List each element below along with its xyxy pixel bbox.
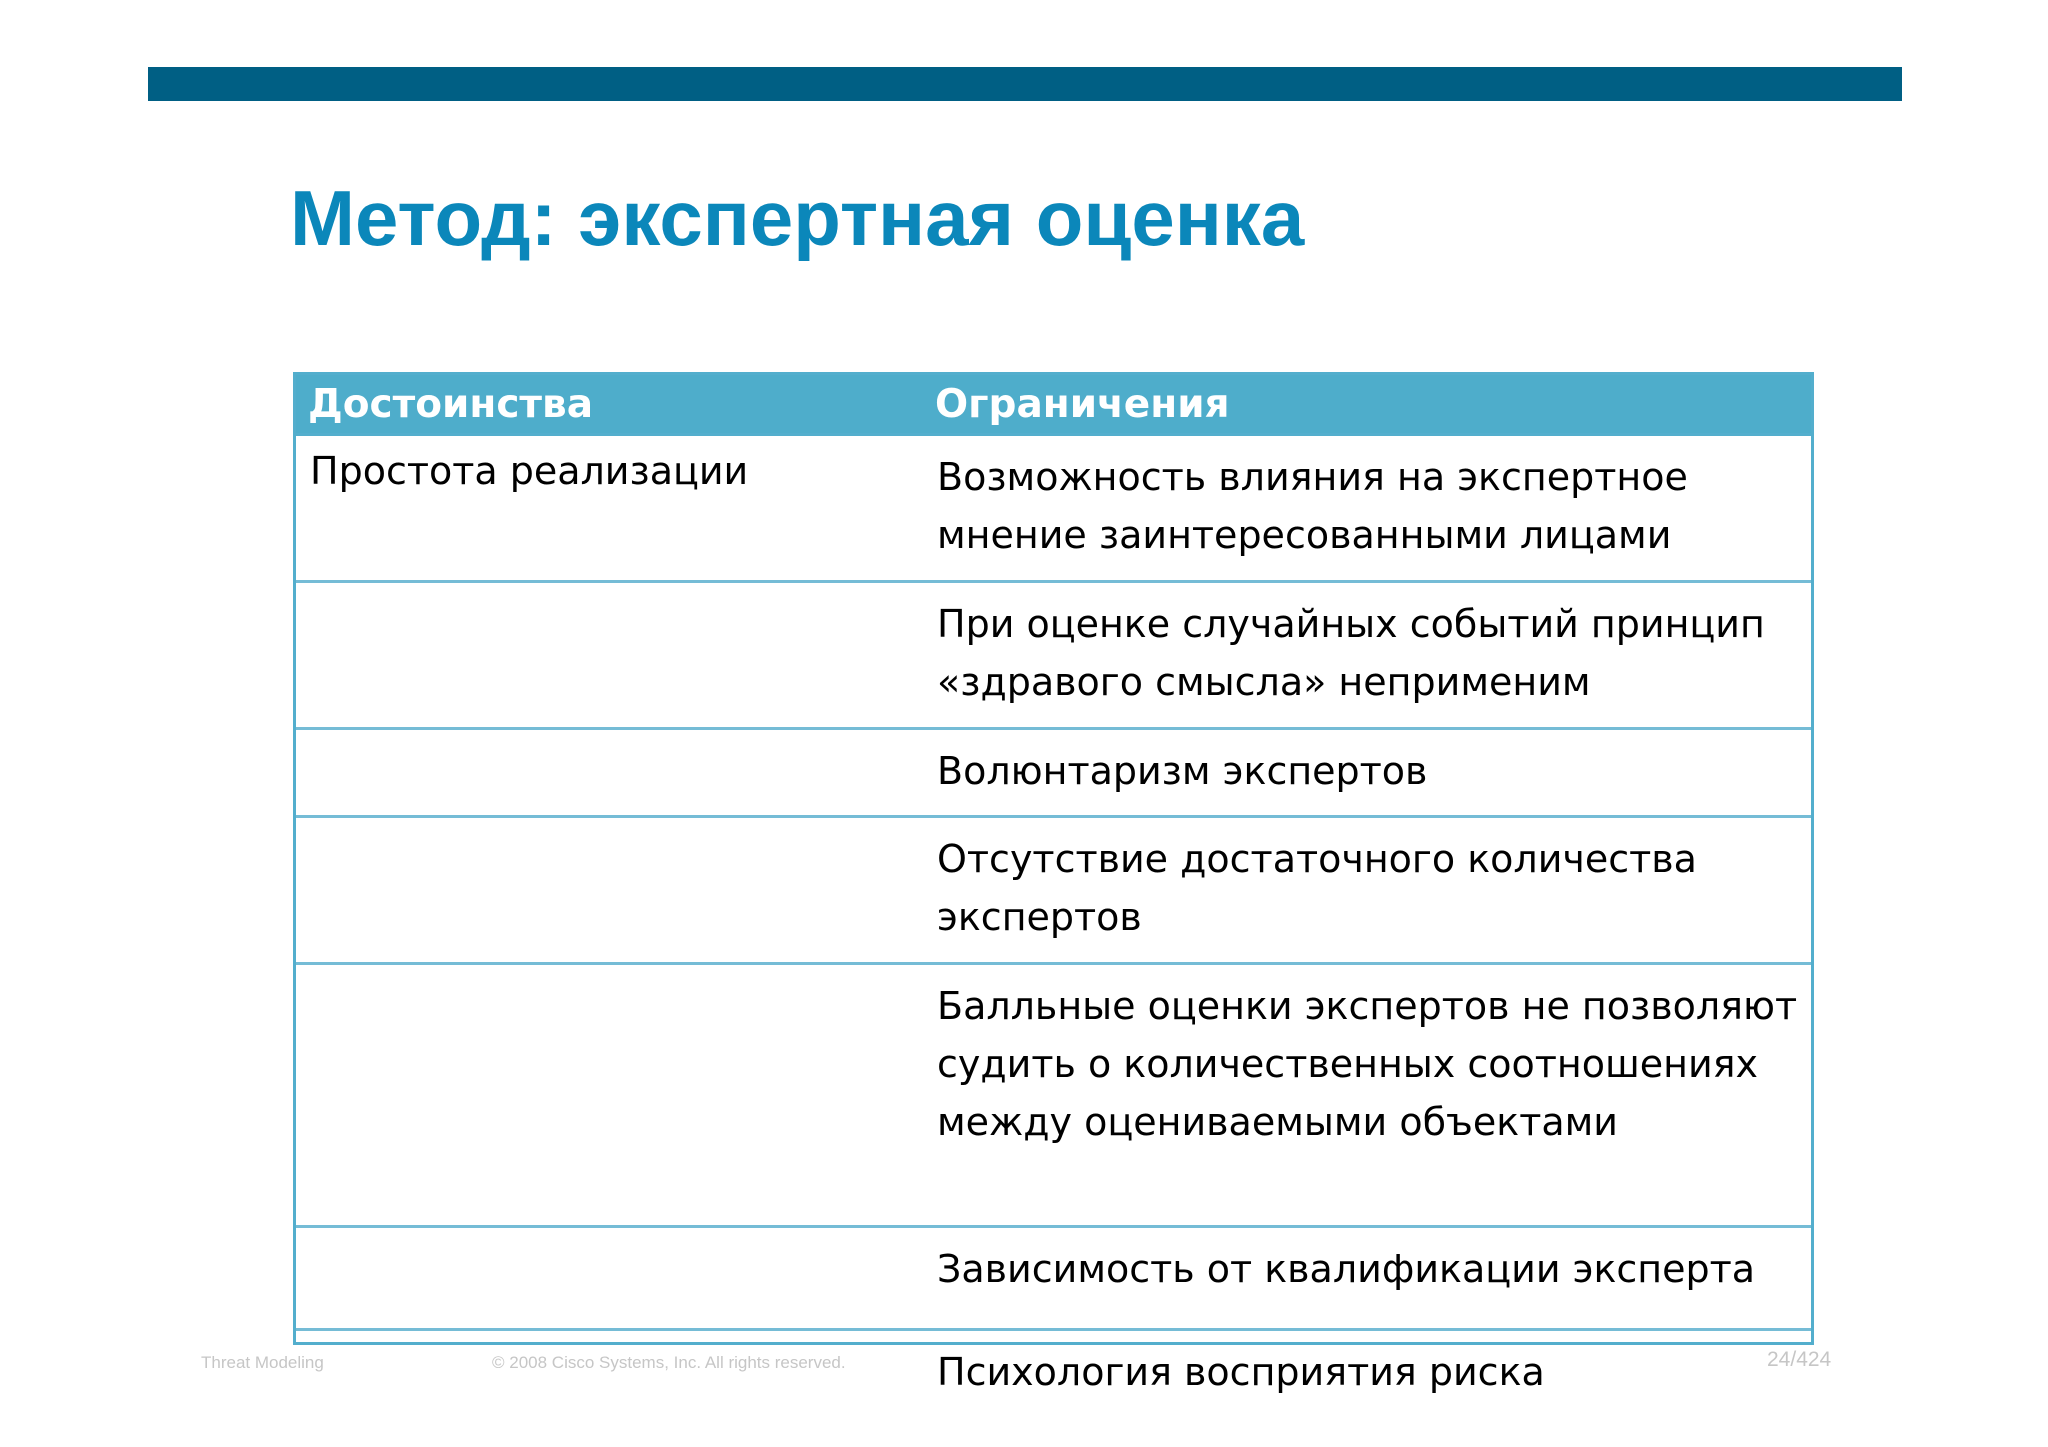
header-pros: Достоинства (296, 375, 923, 435)
pro-cell (296, 817, 923, 964)
con-cell: Возможность влияния на экспертное мнение заинтересованными лицами (923, 435, 1811, 582)
top-accent-bar (148, 67, 1902, 101)
table-row (296, 964, 1811, 1227)
pro-cell (296, 729, 923, 817)
table-header-row (296, 375, 1811, 435)
table-row (296, 817, 1811, 964)
pro-cell (296, 964, 923, 1227)
slide-title: Метод: экспертная оценка (290, 174, 1305, 262)
pro-cell (296, 582, 923, 729)
header-cons: Ограничения (923, 375, 1811, 435)
con-cell: Балльные оценки экспертов не позволяют судить о количественных соотношениях между оцениваемыми объектами (923, 964, 1811, 1227)
pro-cell (296, 1330, 923, 1432)
table-row (296, 1227, 1811, 1330)
footer-section-label: Threat Modeling (201, 1353, 324, 1372)
pro-cell (296, 1227, 923, 1330)
con-cell: Зависимость от квалификации эксперта (923, 1227, 1811, 1330)
table-row (296, 435, 1811, 582)
footer-copyright: © 2008 Cisco Systems, Inc. All rights reserved. (492, 1353, 846, 1372)
table-row (296, 729, 1811, 817)
con-cell: Психология восприятия риска (937, 1350, 1545, 1394)
table-row (296, 582, 1811, 729)
pro-cell: Простота реализации (296, 435, 923, 582)
con-cell: Отсутствие достаточного количества экспертов (923, 817, 1811, 964)
page-number: 24/424 (1767, 1348, 1832, 1371)
table-row (296, 1330, 1811, 1432)
con-cell: При оценке случайных событий принцип «здравого смысла» неприменим (923, 582, 1811, 729)
con-cell: Волюнтаризм экспертов (923, 729, 1811, 817)
